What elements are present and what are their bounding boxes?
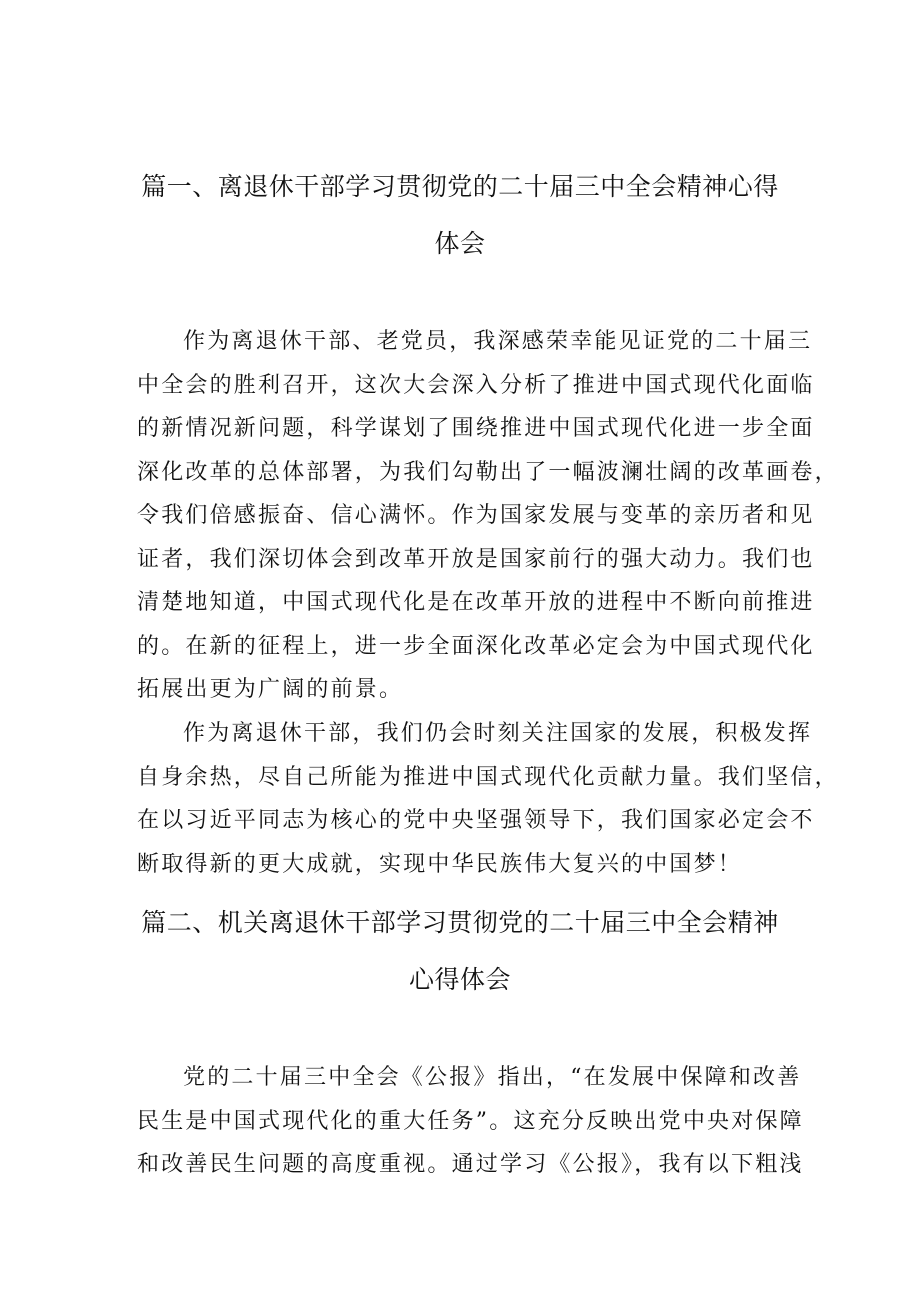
section1-paragraph-1: [137, 320, 839, 712]
section2-title-line1: 篇二、机关离退休干部学习贯彻党的二十届三中全会精神: [141, 908, 779, 937]
text-line: 民生是中国式现代化的重大任务”。这充分反映出党中央对保障: [137, 1108, 804, 1134]
text-line: 中全会的胜利召开，这次大会深入分析了推进中国式现代化面临: [137, 372, 815, 398]
text-line: 作为离退休干部，我们仍会时刻关注国家的发展，积极发挥: [183, 721, 813, 746]
text-line: 断取得新的更大成就，实现中华民族伟大复兴的中国梦！: [137, 851, 743, 877]
text-line: 在以习近平同志为核心的党中央坚强领导下，我们国家必定会不: [137, 808, 815, 833]
section1-title-line1: 篇一、离退休干部学习贯彻党的二十届三中全会精神心得: [141, 172, 779, 201]
text-line: 拓展出更为广阔的前景。: [137, 677, 404, 702]
text-line: 作为离退休干部、老党员，我深感荣幸能见证党的二十届三: [183, 329, 813, 354]
section1-title-line2: 体会: [434, 229, 486, 258]
text-line: 的新情况新问题，科学谋划了围绕推进中国式现代化进一步全面: [137, 416, 815, 441]
text-line: 清楚地知道，中国式现代化是在改革开放的进程中不断向前推进: [137, 590, 815, 615]
text-line: 和改善民生问题的高度重视。通过学习《公报》，我有以下粗浅: [137, 1152, 804, 1177]
section2-paragraph-1: [137, 1056, 804, 1187]
text-line: 深化改革的总体部署，为我们勾勒出了一幅波澜壮阔的改革画卷，: [137, 459, 839, 485]
text-line: 令我们倍感振奋、信心满怀。作为国家发展与变革的亲历者和见: [137, 503, 815, 528]
section2-title-line2: 心得体会: [408, 965, 511, 994]
text-line: 证者，我们深切体会到改革开放是国家前行的强大动力。我们也: [137, 546, 815, 572]
text-line: 的。在新的征程上，进一步全面深化改革必定会为中国式现代化: [137, 633, 815, 659]
section1-paragraph-2: [137, 712, 839, 886]
text-line: 自身余热，尽自己所能为推进中国式现代化贡献力量。我们坚信，: [137, 764, 839, 790]
text-line: 党的二十届三中全会《公报》指出，“在发展中保障和改善: [183, 1065, 802, 1090]
